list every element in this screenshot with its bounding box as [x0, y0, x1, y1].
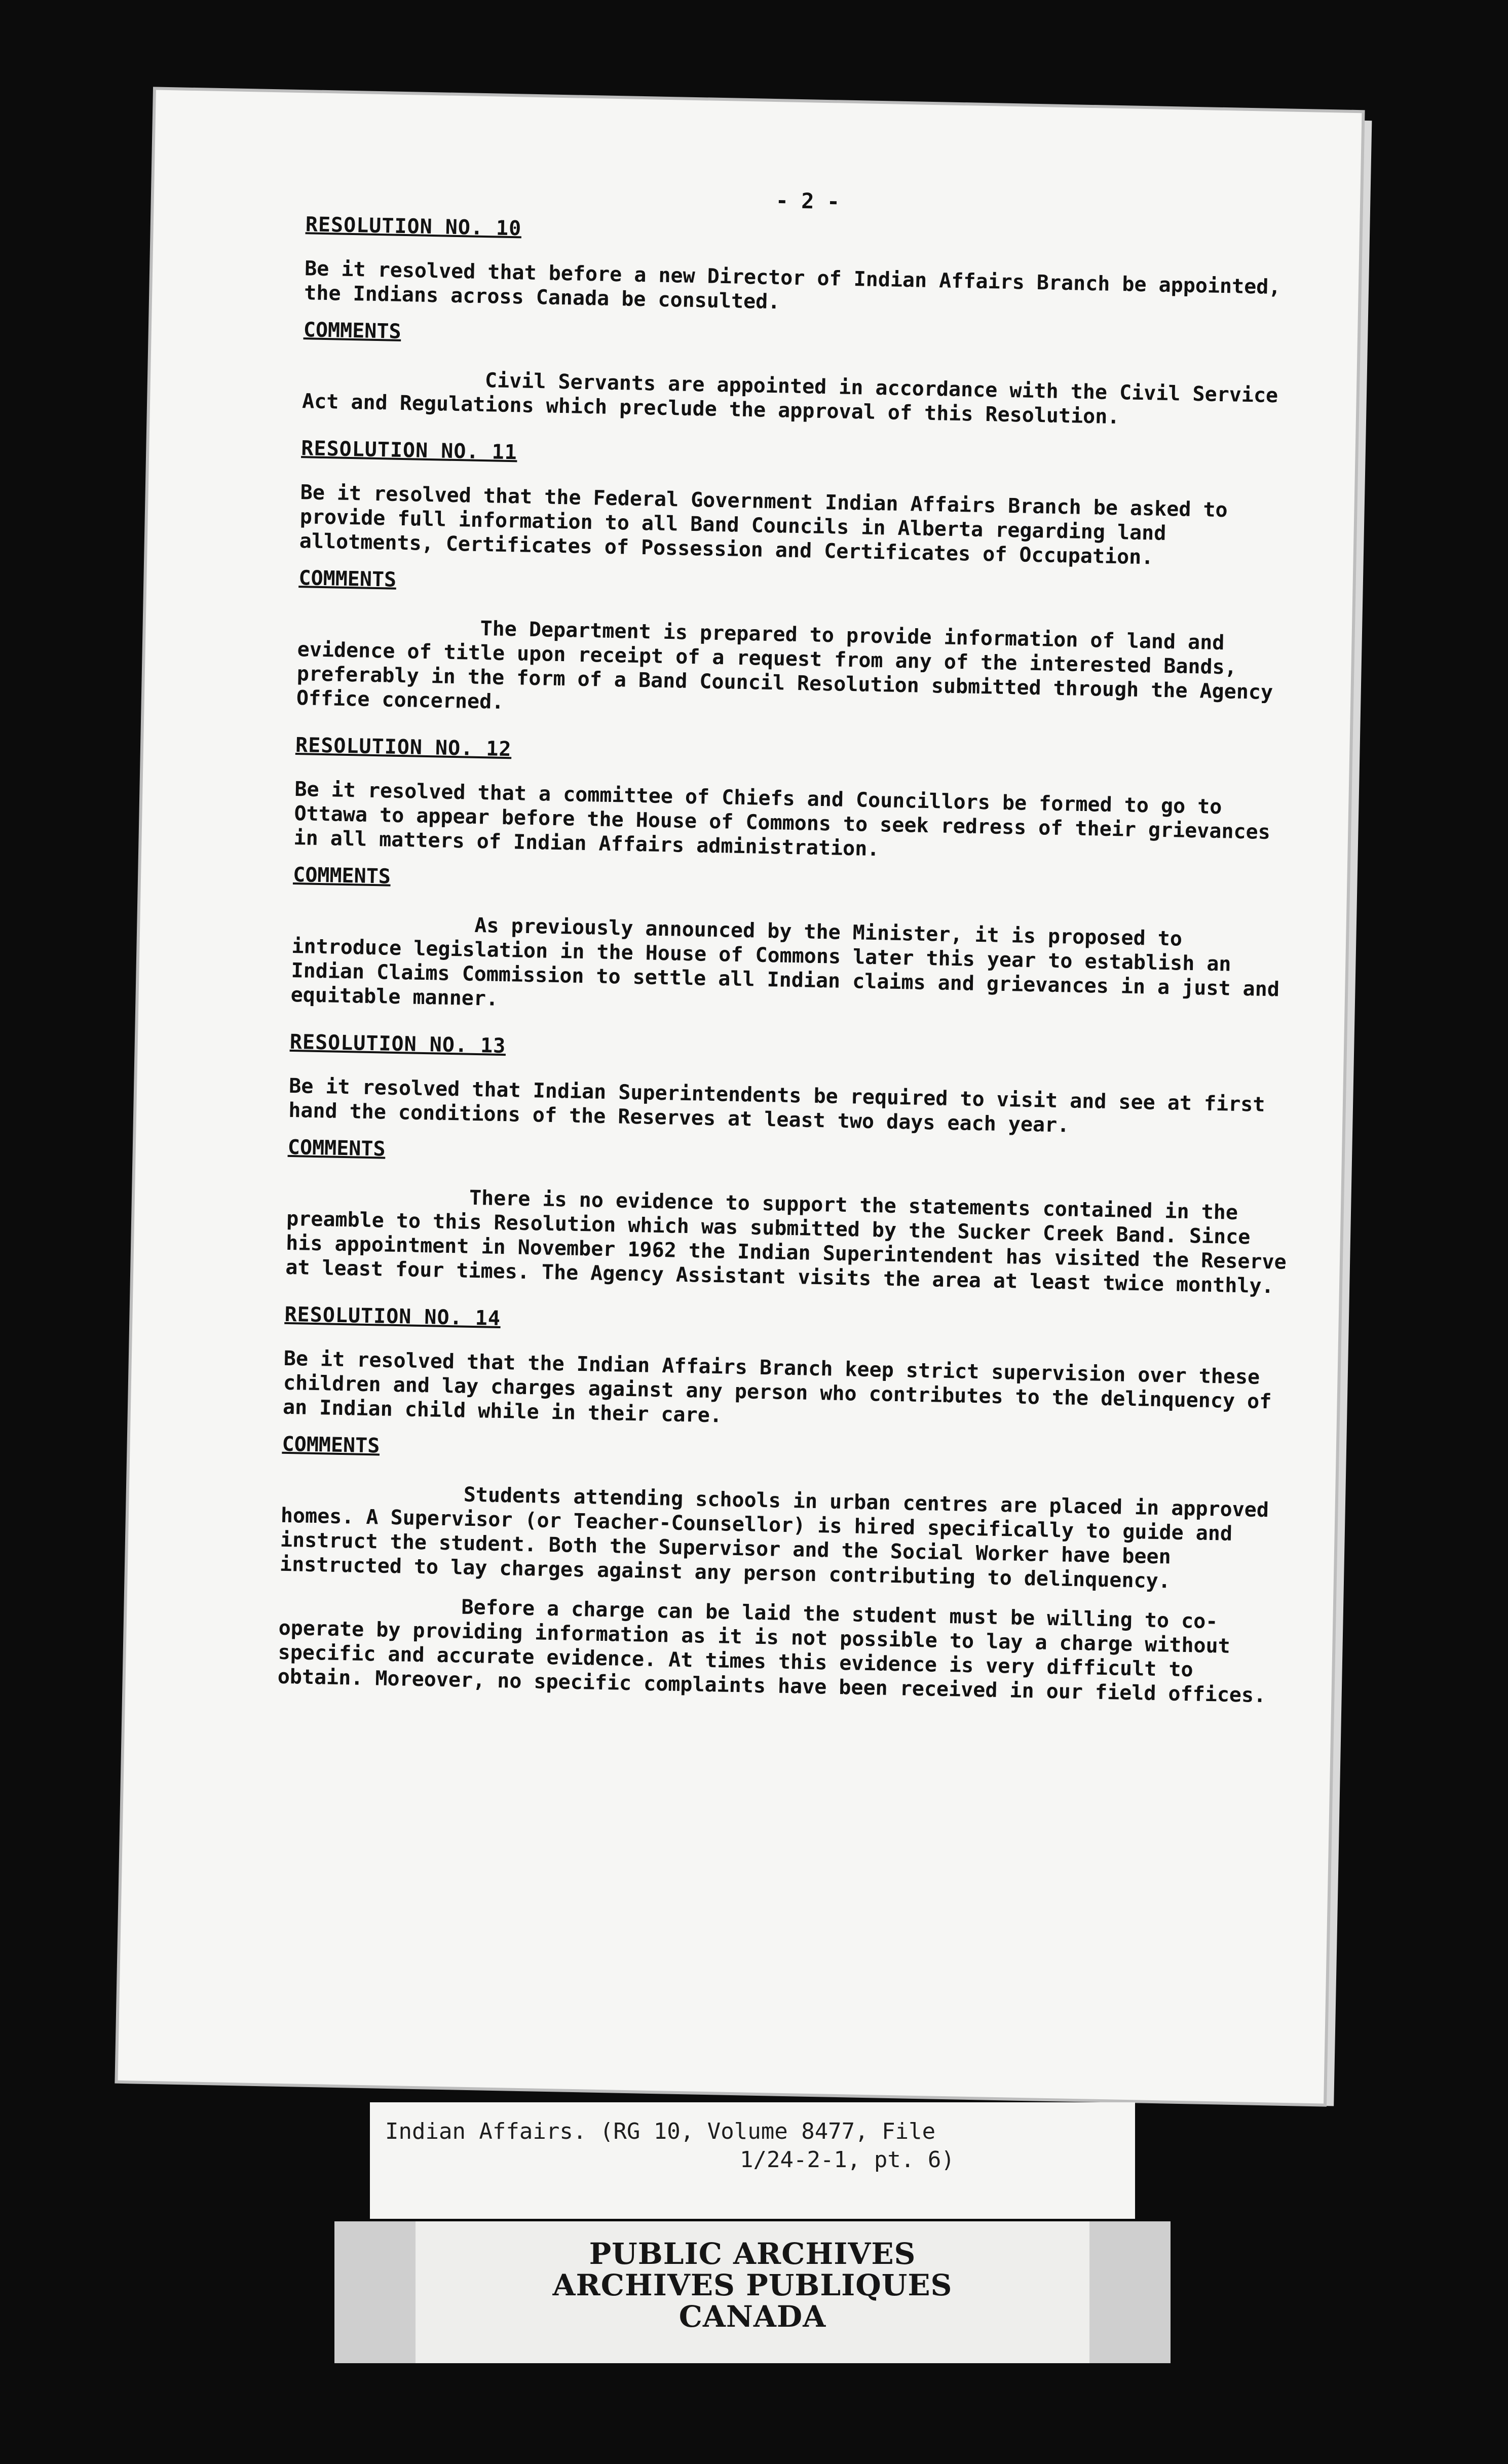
comments-label: COMMENTS [282, 1432, 380, 1458]
comments-label: COMMENTS [298, 566, 397, 592]
resolution-heading: RESOLUTION NO. 11 [300, 437, 518, 465]
archive-reference-line2: 1/24-2-1, pt. 6) [740, 2147, 955, 2173]
resolution-heading: RESOLUTION NO. 14 [284, 1302, 501, 1331]
resolution-text: Be it resolved that before a new Director of Indian Affairs Branch be appointed, the Indians across Canada be consulted. [304, 257, 1281, 314]
comments-label: COMMENTS [303, 318, 401, 343]
resolution-heading: RESOLUTION NO. 13 [289, 1030, 506, 1058]
resolution-14 [277, 1303, 1288, 1708]
resolution-text: Be it resolved that a committee of Chiefs and Councillors be formed to go to Ottawa to appear before the House of Commons to seek redress of their grievances in all matters of Indian Affairs administration. [293, 778, 1271, 861]
archive-reference-text [385, 2118, 955, 2174]
resolution-13 [285, 1030, 1293, 1299]
comments-label: COMMENTS [292, 863, 391, 889]
resolution-11 [296, 437, 1304, 729]
resolution-text: Be it resolved that the Indian Affairs Branch keep strict supervision over these children and lay charges against any person who contributes to the delinquency of an Indian child while in their care. [282, 1346, 1272, 1428]
comments-text: Before a charge can be laid the student must be willing to co-operate by providing information as it is not possible to lay a charge without specific and accurate evidence. At times this evidence is very difficult to obtain. Moreover, no specific complaints have been received in our field offices. [277, 1595, 1266, 1708]
document-page [118, 90, 1362, 2104]
page-number: - 2 - [775, 188, 840, 214]
page-content [277, 179, 1309, 1708]
resolution-text: Be it resolved that the Federal Government Indian Affairs Branch be asked to provide full information to all Band Councils in Alberta regarding land allotments, Certificates of Possession and Certificates of Occupation. [299, 481, 1228, 569]
comments-text: The Department is prepared to provide information of land and evidence of title upon receipt of a request from any of the interested Bands, preferably in the form of a Band Council Resolution submitted through the Agency Office concerned. [296, 617, 1273, 714]
resolution-10 [302, 213, 1309, 433]
comments-label: COMMENTS [287, 1135, 386, 1161]
resolution-heading: RESOLUTION NO. 12 [295, 734, 512, 761]
comments-text: Civil Servants are appointed in accordance with the Civil Service Act and Regulations which preclude the approval of this Resolution. [301, 369, 1278, 429]
comments-text: As previously announced by the Minister, it is proposed to introduce legislation in the House of Commons later this year to establish an Indian Claims Commission to settle all Indian claims and grievances in a just and equitable manner. [290, 913, 1280, 1011]
archive-reference-line1: Indian Affairs. (RG 10, Volume 8477, File [385, 2119, 936, 2144]
comments-text: There is no evidence to support the statements contained in the preamble to this Resolution which was submitted by the Sucker Creek Band. Since his appointment in November 1962 the Indian Superintendent has visited the Reserve at least four times. The Agency Assistant visits the area at least twice monthly. [285, 1186, 1287, 1298]
stamp-line-3: CANADA [678, 2299, 826, 2334]
archives-stamp [334, 2221, 1171, 2363]
archive-reference-label [370, 2102, 1135, 2219]
resolution-text: Be it resolved that Indian Superintendents be required to visit and see at first hand the conditions of the Reserves at least two days each year. [288, 1074, 1265, 1137]
stamp-line-1: PUBLIC ARCHIVES [589, 2237, 916, 2271]
resolution-heading: RESOLUTION NO. 10 [305, 213, 522, 241]
resolution-12 [290, 734, 1299, 1026]
comments-text: Students attending schools in urban centres are placed in approved homes. A Supervisor (or Teacher-Counsellor) is hired specifically to guide and instruct the student. Both the Supervisor and the Social Worker have been instructed to lay charges against any person contributing to delinquency. [279, 1483, 1269, 1593]
stamp-line-2: ARCHIVES PUBLIQUES [552, 2268, 953, 2302]
